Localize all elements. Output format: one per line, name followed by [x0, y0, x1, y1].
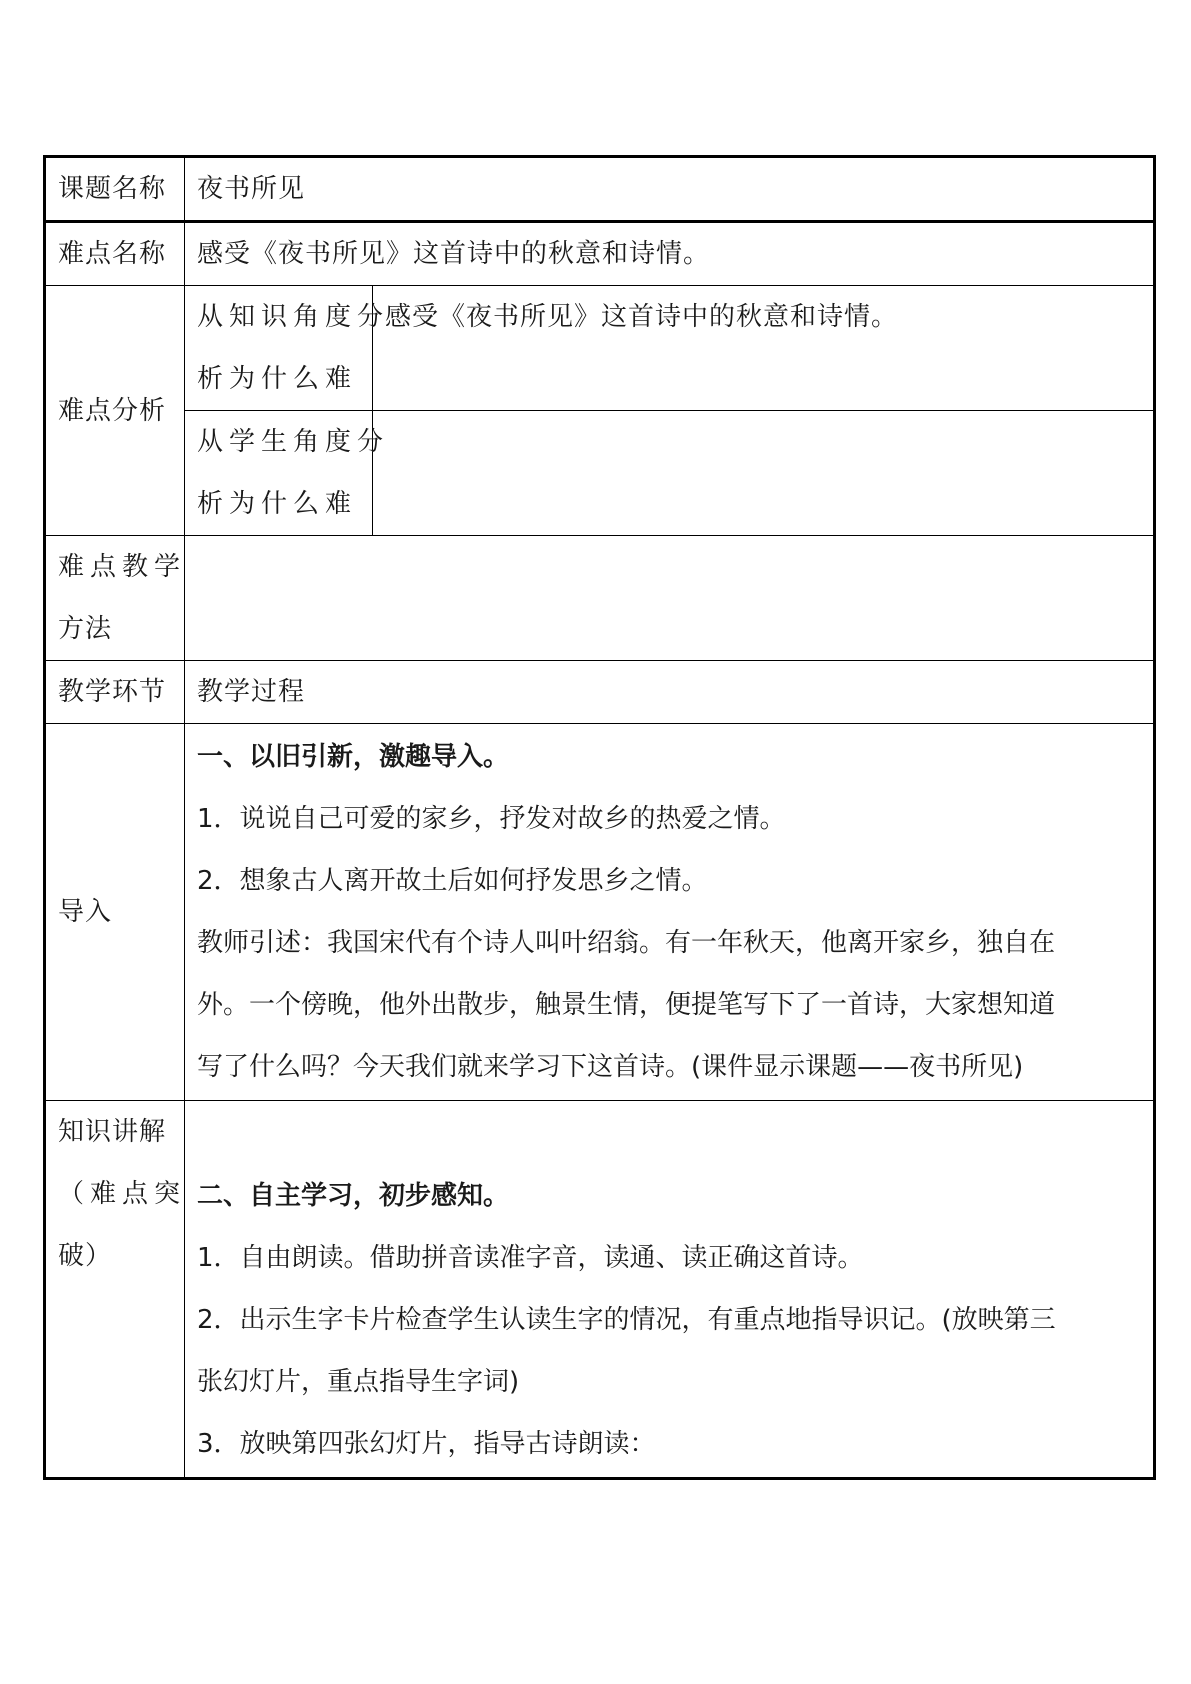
self-study-item-2-line-2: 张幻灯片，重点指导生字词) [197, 1367, 520, 1397]
knowledge-angle-label [185, 286, 390, 411]
title-label: 课题名称 [45, 157, 185, 222]
stage-label: 教学环节 [45, 661, 185, 724]
title-value: 夜书所见 [185, 157, 1155, 222]
self-study-item-2-line-1: 2．出示生字卡片检查学生认读生字的情况，有重点地指导识记。(放映第三 [197, 1305, 1056, 1335]
self-study-item-3: 3．放映第四张幻灯片，指导古诗朗读： [197, 1429, 656, 1459]
intro-item-2: 2．想象古人离开故土后如何抒发思乡之情。 [197, 866, 708, 896]
row-analysis-student [45, 411, 1155, 536]
student-angle-value [373, 411, 1155, 536]
intro-paragraph-line-1: 教师引述：我国宋代有个诗人叫叶绍翁。有一年秋天，他离开家乡，独自在 [197, 928, 1056, 958]
student-angle-label [185, 411, 390, 536]
row-intro [45, 724, 1155, 1101]
student-angle-line1: 从学生角度分 [197, 427, 390, 457]
intro-heading: 一、以旧引新，激趣导入。 [197, 742, 510, 772]
difficulty-label: 难点名称 [45, 222, 185, 286]
method-label-line2: 方法 [58, 614, 113, 644]
intro-label: 导入 [45, 724, 185, 1101]
row-stage-header [45, 661, 1155, 724]
knowledge-blank-line [197, 1103, 1141, 1165]
row-difficulty [45, 222, 1155, 286]
row-method [45, 536, 1155, 661]
knowledge-angle-value: 感受《夜书所见》这首诗中的秋意和诗情。 [373, 286, 1155, 411]
intro-paragraph-line-2: 外。一个傍晚，他外出散步，触景生情，便提笔写下了一首诗，大家想知道 [197, 990, 1056, 1020]
intro-paragraph-line-3: 写了什么吗？今天我们就来学习下这首诗。(课件显示课题——夜书所见) [197, 1052, 1024, 1082]
lesson-plan-sheet [43, 155, 1153, 1480]
difficulty-value: 感受《夜书所见》这首诗中的秋意和诗情。 [185, 222, 1155, 286]
knowledge-angle-line1: 从知识角度分 [197, 302, 390, 332]
knowledge-label-line3: 破） [58, 1241, 113, 1271]
knowledge-label-line2: （难点突 [58, 1179, 187, 1209]
method-label [45, 536, 185, 661]
self-study-heading: 二、自主学习，初步感知。 [197, 1181, 510, 1211]
knowledge-label-line1: 知识讲解 [58, 1117, 167, 1147]
intro-content [185, 724, 1155, 1101]
method-value [185, 536, 1155, 661]
knowledge-label [45, 1101, 185, 1479]
self-study-item-1: 1．自由朗读。借助拼音读准字音，读通、读正确这首诗。 [197, 1243, 864, 1273]
intro-item-1: 1．说说自己可爱的家乡，抒发对故乡的热爱之情。 [197, 804, 786, 834]
student-angle-line2: 析为什么难 [197, 489, 358, 519]
knowledge-content [185, 1101, 1155, 1479]
row-title [45, 157, 1155, 222]
method-label-line1: 难点教学 [58, 552, 187, 582]
row-analysis-knowledge [45, 286, 1155, 411]
row-knowledge [45, 1101, 1155, 1479]
analysis-label: 难点分析 [45, 286, 185, 536]
knowledge-angle-line2: 析为什么难 [197, 364, 358, 394]
lesson-plan-table [43, 155, 1156, 1480]
process-label: 教学过程 [185, 661, 1155, 724]
